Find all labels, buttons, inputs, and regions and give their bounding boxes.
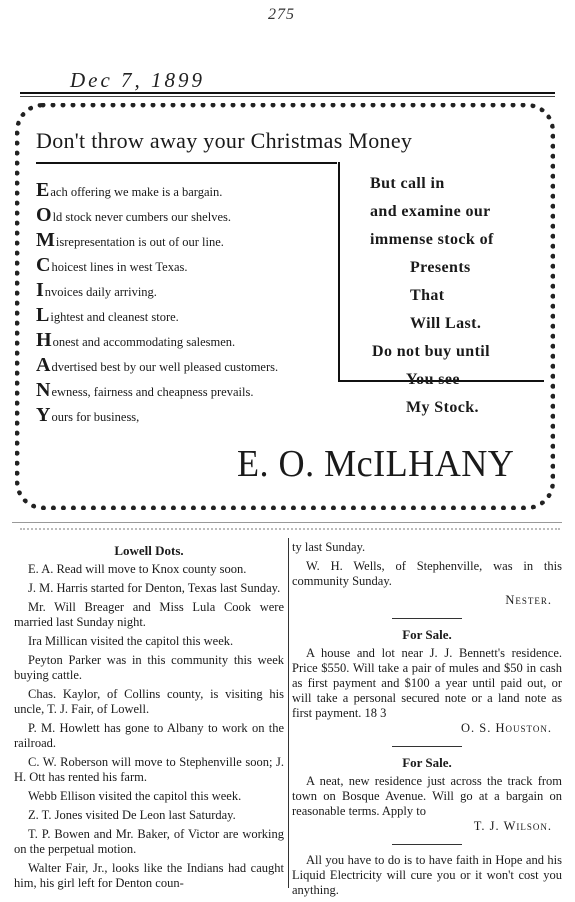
sale-signer: O. S. Houston. bbox=[461, 721, 552, 735]
acrostic-text: hoicest lines in west Texas. bbox=[51, 260, 188, 274]
news-item: Mr. Will Breager and Miss Lula Cook were married last Sunday night. bbox=[14, 600, 284, 629]
right-column bbox=[292, 540, 562, 902]
top-rule bbox=[20, 92, 555, 94]
acrostic-text: ightest and cleanest store. bbox=[50, 310, 179, 324]
acrostic-line bbox=[36, 228, 336, 253]
news-item: Peyton Parker was in this community this week buying cattle. bbox=[14, 653, 284, 682]
acrostic-line bbox=[36, 203, 336, 228]
news-item: J. M. Harris started for Denton, Texas last Sunday. bbox=[28, 581, 281, 595]
sale-heading: For Sale. bbox=[402, 627, 452, 642]
acrostic-line bbox=[36, 303, 336, 328]
acrostic-line bbox=[36, 278, 336, 303]
closing-notice: All you have to do is to have faith in Hope and his Liquid Electricity will cure you or it won't cost you anything. bbox=[292, 853, 562, 897]
acrostic-initial: C bbox=[36, 254, 51, 276]
promo-line: My Stock. bbox=[406, 399, 479, 416]
acrostic-list bbox=[36, 178, 336, 428]
column-heading: Lowell Dots. bbox=[114, 543, 184, 558]
acrostic-initial: N bbox=[36, 379, 51, 401]
acrostic-line bbox=[36, 403, 336, 428]
acrostic-text: dvertised best by our well pleased customers. bbox=[51, 360, 279, 374]
acrostic-initial: L bbox=[36, 304, 50, 326]
promo-line: But call in bbox=[370, 175, 445, 192]
acrostic-line bbox=[36, 328, 336, 353]
acrostic-text: nvoices daily arriving. bbox=[44, 285, 157, 299]
sale-signer: T. J. Wilson. bbox=[473, 819, 552, 833]
news-item: Chas. Kaylor, of Collins county, is visiting his uncle, T. J. Fair, of Lowell. bbox=[14, 687, 284, 716]
acrostic-line bbox=[36, 178, 336, 203]
ad-signature: E. O. McILHANY bbox=[237, 443, 515, 485]
acrostic-initial: I bbox=[36, 279, 44, 301]
article-rule bbox=[392, 618, 462, 619]
acrostic-line bbox=[36, 253, 336, 278]
divider-vertical bbox=[338, 162, 340, 380]
promo-line: Will Last. bbox=[410, 315, 482, 332]
sale-notice: A neat, new residence just across the track from town on Bosque Avenue. Will go at a bargain on reasonable terms. Apply to bbox=[292, 774, 562, 818]
news-item: Walter Fair, Jr., looks like the Indians had caught him, his girl left for Denton coun- bbox=[14, 861, 284, 890]
top-rule-thin bbox=[20, 96, 555, 97]
article-rule bbox=[392, 746, 462, 747]
left-column bbox=[14, 540, 284, 895]
promo-block bbox=[342, 170, 552, 422]
acrostic-text: isrepresentation is out of our line. bbox=[55, 235, 224, 249]
news-item: Ira Millican visited the capitol this week. bbox=[28, 634, 234, 648]
acrostic-line bbox=[36, 353, 336, 378]
promo-line: That bbox=[410, 287, 445, 304]
article-rule bbox=[392, 844, 462, 845]
acrostic-initial: H bbox=[36, 329, 52, 351]
correspondent-signoff: Nester. bbox=[505, 593, 552, 607]
acrostic-text: onest and accommodating salesmen. bbox=[52, 335, 236, 349]
handwritten-date: Dec 7, 1899 bbox=[70, 68, 206, 92]
news-item: C. W. Roberson will move to Stephenville soon; J. H. Ott has rented his farm. bbox=[14, 755, 284, 784]
acrostic-text: ewness, fairness and cheapness prevails. bbox=[51, 385, 254, 399]
news-item: T. P. Bowen and Mr. Baker, of Victor are working on the perpetual motion. bbox=[14, 827, 284, 856]
dotted-separator bbox=[20, 528, 560, 530]
promo-line: Do not buy until bbox=[372, 343, 490, 360]
promo-line: and examine our bbox=[370, 203, 491, 220]
acrostic-text: ours for business, bbox=[51, 410, 140, 424]
acrostic-initial: M bbox=[36, 229, 55, 251]
acrostic-text: ach offering we make is a bargain. bbox=[50, 185, 223, 199]
acrostic-text: ld stock never cumbers our shelves. bbox=[52, 210, 231, 224]
acrostic-initial: O bbox=[36, 204, 52, 226]
acrostic-initial: E bbox=[36, 179, 50, 201]
sale-notice: A house and lot near J. J. Bennett's residence. Price $550. Will take a pair of mules and $50 in cash as first payment and $100 a year until paid out, or will take a personal secured note or a land note as first payment. 18 3 bbox=[292, 646, 562, 720]
news-item: P. M. Howlett has gone to Albany to work on the railroad. bbox=[14, 721, 284, 750]
headline-rule bbox=[36, 162, 337, 164]
news-item: Webb Ellison visited the capitol this week. bbox=[28, 789, 242, 803]
column-divider bbox=[288, 538, 289, 888]
promo-line: immense stock of bbox=[370, 231, 494, 248]
page-number: 275 bbox=[268, 6, 295, 23]
news-item: Z. T. Jones visited De Leon last Saturday. bbox=[28, 808, 236, 822]
news-item: E. A. Read will move to Knox county soon. bbox=[28, 562, 247, 576]
acrostic-initial: Y bbox=[36, 404, 51, 426]
continued-text: ty last Sunday. bbox=[292, 540, 366, 554]
section-separator bbox=[12, 522, 562, 523]
acrostic-line bbox=[36, 378, 336, 403]
sale-heading: For Sale. bbox=[402, 755, 452, 770]
news-item: W. H. Wells, of Stephenville, was in this community Sunday. bbox=[292, 559, 562, 588]
acrostic-initial: A bbox=[36, 354, 51, 376]
promo-line: Presents bbox=[410, 259, 471, 276]
promo-line: You see bbox=[406, 371, 460, 388]
ad-headline: Don't throw away your Christmas Money bbox=[36, 128, 413, 153]
